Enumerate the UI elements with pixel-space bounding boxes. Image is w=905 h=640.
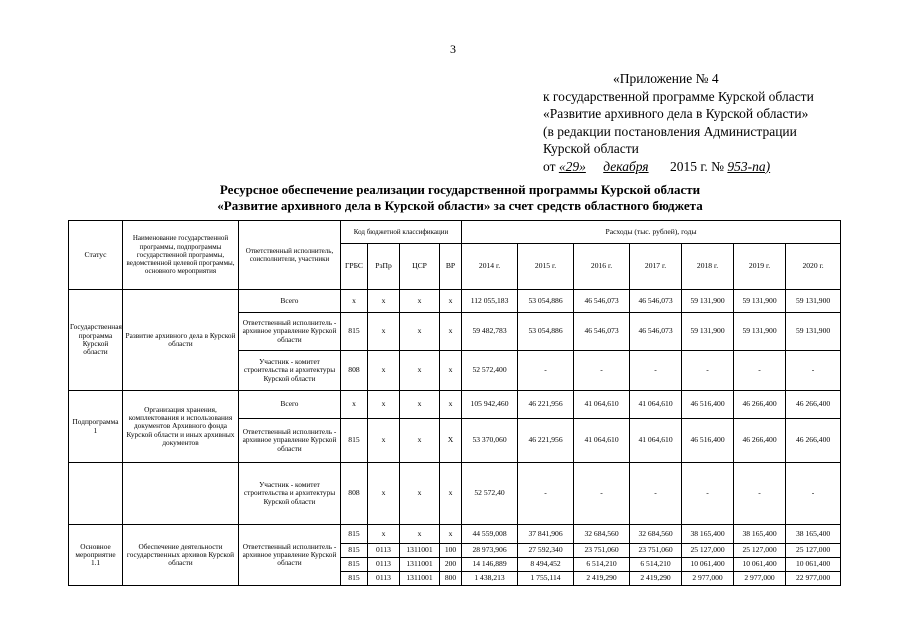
- value-cell: 41 064,610: [574, 419, 630, 463]
- name-cell: Организация хранения, комплектования и использования документов Архивного фонда Курской области и иных архивных документов: [123, 391, 239, 463]
- value-cell: 52 572,400: [462, 351, 518, 391]
- title-line: «Развитие архивного дела в Курской области» за счет средств областного бюджета: [217, 198, 703, 213]
- value-cell: -: [518, 463, 574, 525]
- value-cell: -: [734, 463, 786, 525]
- rzpr-cell: х: [368, 313, 400, 351]
- table-row: [69, 290, 841, 313]
- value-cell: 44 559,008: [462, 525, 518, 544]
- value-cell: 32 684,560: [574, 525, 630, 544]
- vr-cell: Х: [440, 419, 462, 463]
- appendix-line: Курской области: [543, 141, 639, 156]
- csr-cell: 1311001: [400, 572, 440, 586]
- header-csr: ЦСР: [400, 244, 440, 290]
- value-cell: -: [630, 463, 682, 525]
- grbs-cell: х: [341, 391, 368, 419]
- value-cell: 59 131,900: [734, 290, 786, 313]
- value-cell: 105 942,460: [462, 391, 518, 419]
- table-row: [69, 525, 841, 544]
- value-cell: 59 131,900: [682, 313, 734, 351]
- grbs-cell: 808: [341, 463, 368, 525]
- value-cell: 46 221,956: [518, 419, 574, 463]
- grbs-cell: 815: [341, 544, 368, 558]
- vr-cell: 100: [440, 544, 462, 558]
- value-cell: 1 438,213: [462, 572, 518, 586]
- csr-cell: х: [400, 525, 440, 544]
- csr-cell: х: [400, 463, 440, 525]
- appendix-line: к государственной программе Курской области: [543, 88, 814, 104]
- status-cell: Государственная программа Курской области: [69, 290, 123, 391]
- date-month: декабря: [603, 158, 649, 174]
- table-row: [69, 463, 841, 525]
- header-row: [69, 221, 841, 244]
- name-cell: Обеспечение деятельности государственных архивов Курской области: [123, 525, 239, 586]
- status-cell: Подпрограмма 1: [69, 391, 123, 463]
- rzpr-cell: х: [368, 290, 400, 313]
- value-cell: 6 514,210: [574, 558, 630, 572]
- csr-cell: х: [400, 419, 440, 463]
- grbs-cell: 815: [341, 313, 368, 351]
- value-cell: -: [574, 351, 630, 391]
- date-year: 2015 г. №: [669, 158, 724, 174]
- header-year: 2015 г.: [518, 244, 574, 290]
- rzpr-cell: 0113: [368, 544, 400, 558]
- value-cell: 46 546,073: [574, 290, 630, 313]
- vr-cell: х: [440, 391, 462, 419]
- title-line: Ресурсное обеспечение реализации государственной программы Курской области: [219, 182, 701, 197]
- resource-table: [68, 220, 841, 586]
- csr-cell: 1311001: [400, 558, 440, 572]
- header-budget-code: Код бюджетной классификации: [341, 221, 462, 244]
- value-cell: -: [682, 463, 734, 525]
- csr-cell: 1311001: [400, 544, 440, 558]
- grbs-cell: 815: [341, 525, 368, 544]
- status-cell: [69, 463, 123, 525]
- grbs-cell: 808: [341, 351, 368, 391]
- value-cell: 32 684,560: [630, 525, 682, 544]
- value-cell: 2 977,000: [734, 572, 786, 586]
- value-cell: 112 055,183: [462, 290, 518, 313]
- appendix-line: «Развитие архивного дела в Курской области»: [543, 106, 809, 121]
- table-row: [69, 391, 841, 419]
- document-title: [100, 182, 820, 214]
- vr-cell: 800: [440, 572, 462, 586]
- vr-cell: х: [440, 351, 462, 391]
- executor-cell: Всего: [239, 391, 341, 419]
- csr-cell: х: [400, 391, 440, 419]
- value-cell: 38 165,400: [786, 525, 841, 544]
- header-name: Наименование государственной программы, подпрограммы государственной программы, ведомственной целевой программы, основного мероприятия: [123, 221, 239, 290]
- value-cell: 53 370,060: [462, 419, 518, 463]
- value-cell: 41 064,610: [630, 391, 682, 419]
- value-cell: 53 054,886: [518, 313, 574, 351]
- value-cell: 46 266,400: [734, 391, 786, 419]
- executor-cell: Ответственный исполнитель - архивное управление Курской области: [239, 313, 341, 351]
- value-cell: -: [574, 463, 630, 525]
- value-cell: 46 221,956: [518, 391, 574, 419]
- date-day: «29»: [558, 158, 586, 174]
- executor-cell: Ответственный исполнитель - архивное управление Курской области: [239, 419, 341, 463]
- appendix-line: (в редакции постановления Администрации: [543, 123, 797, 139]
- value-cell: 23 751,060: [630, 544, 682, 558]
- value-cell: 59 131,900: [682, 290, 734, 313]
- vr-cell: х: [440, 290, 462, 313]
- value-cell: 25 127,000: [734, 544, 786, 558]
- page-number: 3: [450, 42, 456, 56]
- executor-cell: Ответственный исполнитель - архивное управление Курской области: [239, 525, 341, 586]
- value-cell: 25 127,000: [786, 544, 841, 558]
- vr-cell: х: [440, 463, 462, 525]
- rzpr-cell: х: [368, 391, 400, 419]
- grbs-cell: 815: [341, 419, 368, 463]
- value-cell: 25 127,000: [682, 544, 734, 558]
- value-cell: 1 755,114: [518, 572, 574, 586]
- header-year: 2020 г.: [786, 244, 841, 290]
- name-cell: Развитие архивного дела в Курской области: [123, 290, 239, 391]
- value-cell: 2 977,000: [682, 572, 734, 586]
- header-year: 2019 г.: [734, 244, 786, 290]
- value-cell: 10 061,400: [682, 558, 734, 572]
- value-cell: 46 516,400: [682, 419, 734, 463]
- header-year: 2014 г.: [462, 244, 518, 290]
- header-year: 2016 г.: [574, 244, 630, 290]
- value-cell: 28 973,906: [462, 544, 518, 558]
- rzpr-cell: х: [368, 351, 400, 391]
- value-cell: -: [518, 351, 574, 391]
- value-cell: 6 514,210: [630, 558, 682, 572]
- header-year: 2018 г.: [682, 244, 734, 290]
- value-cell: 14 146,889: [462, 558, 518, 572]
- header-vr: ВР: [440, 244, 462, 290]
- value-cell: -: [682, 351, 734, 391]
- value-cell: 59 131,900: [734, 313, 786, 351]
- rzpr-cell: х: [368, 463, 400, 525]
- value-cell: 41 064,610: [630, 419, 682, 463]
- value-cell: 27 592,340: [518, 544, 574, 558]
- status-cell: Основное мероприятие 1.1: [69, 525, 123, 586]
- value-cell: 46 546,073: [574, 313, 630, 351]
- value-cell: 46 516,400: [682, 391, 734, 419]
- executor-cell: Участник - комитет строительства и архитектуры Курской области: [239, 463, 341, 525]
- value-cell: 46 546,073: [630, 290, 682, 313]
- value-cell: 46 266,400: [786, 391, 841, 419]
- header-grbs: ГРБС: [341, 244, 368, 290]
- value-cell: 46 546,073: [630, 313, 682, 351]
- value-cell: 22 977,000: [786, 572, 841, 586]
- value-cell: 46 266,400: [786, 419, 841, 463]
- header-rzpr: РзПр: [368, 244, 400, 290]
- value-cell: 2 419,290: [630, 572, 682, 586]
- value-cell: 2 419,290: [574, 572, 630, 586]
- csr-cell: х: [400, 290, 440, 313]
- header-expenses: Расходы (тыс. рублей), годы: [462, 221, 841, 244]
- rzpr-cell: х: [368, 525, 400, 544]
- grbs-cell: 815: [341, 558, 368, 572]
- header-year: 2017 г.: [630, 244, 682, 290]
- appendix-date-line: [543, 158, 873, 176]
- rzpr-cell: 0113: [368, 572, 400, 586]
- vr-cell: х: [440, 313, 462, 351]
- value-cell: 59 131,900: [786, 290, 841, 313]
- value-cell: 53 054,886: [518, 290, 574, 313]
- value-cell: 46 266,400: [734, 419, 786, 463]
- appendix-line: «Приложение № 4: [613, 71, 719, 86]
- vr-cell: х: [440, 525, 462, 544]
- executor-cell: Всего: [239, 290, 341, 313]
- value-cell: 52 572,40: [462, 463, 518, 525]
- value-cell: -: [630, 351, 682, 391]
- value-cell: -: [786, 351, 841, 391]
- name-cell: [123, 463, 239, 525]
- grbs-cell: 815: [341, 572, 368, 586]
- date-prefix: от: [543, 158, 556, 174]
- value-cell: 23 751,060: [574, 544, 630, 558]
- rzpr-cell: х: [368, 419, 400, 463]
- value-cell: 37 841,906: [518, 525, 574, 544]
- csr-cell: х: [400, 351, 440, 391]
- header-status: Статус: [69, 221, 123, 290]
- value-cell: 38 165,400: [734, 525, 786, 544]
- executor-cell: Участник - комитет строительства и архитектуры Курской области: [239, 351, 341, 391]
- value-cell: 38 165,400: [682, 525, 734, 544]
- value-cell: 10 061,400: [734, 558, 786, 572]
- grbs-cell: х: [341, 290, 368, 313]
- decree-number: 953-па): [727, 158, 771, 174]
- value-cell: 59 482,783: [462, 313, 518, 351]
- csr-cell: х: [400, 313, 440, 351]
- value-cell: -: [734, 351, 786, 391]
- value-cell: 59 131,900: [786, 313, 841, 351]
- rzpr-cell: 0113: [368, 558, 400, 572]
- value-cell: 8 494,452: [518, 558, 574, 572]
- appendix-block: [543, 70, 873, 175]
- vr-cell: 200: [440, 558, 462, 572]
- value-cell: -: [786, 463, 841, 525]
- value-cell: 41 064,610: [574, 391, 630, 419]
- header-executor: Ответственный исполнитель, соисполнители, участники: [239, 221, 341, 290]
- value-cell: 10 061,400: [786, 558, 841, 572]
